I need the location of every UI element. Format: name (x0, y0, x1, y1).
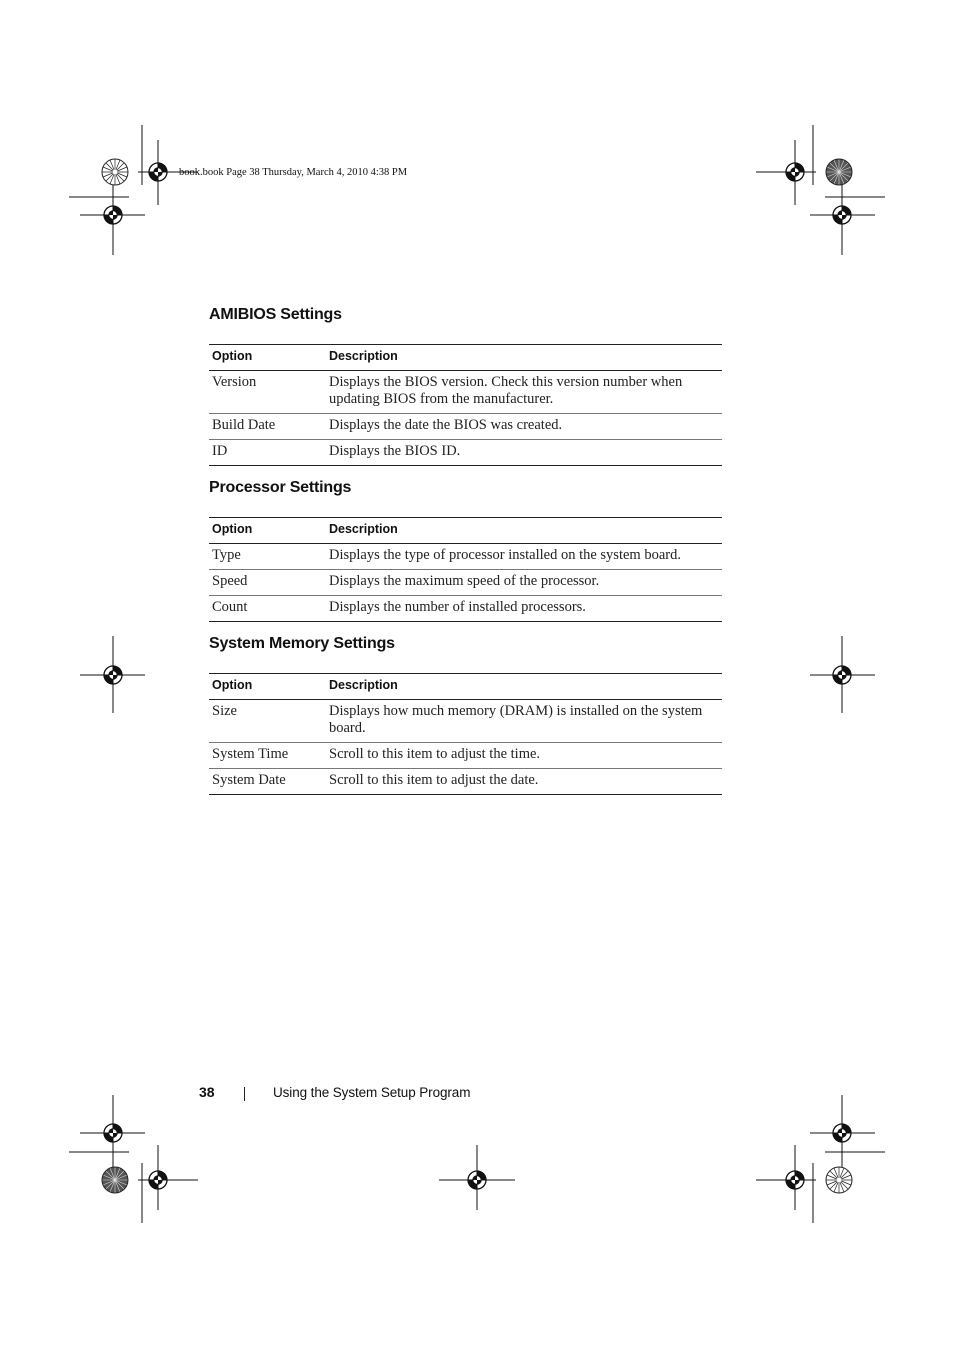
table-row (209, 596, 722, 622)
option-cell: Type (209, 544, 326, 570)
system-memory-settings-table (209, 673, 722, 795)
color-target-icon (102, 1167, 128, 1193)
table-row (209, 414, 722, 440)
description-cell: Displays the maximum speed of the processor. (326, 570, 722, 596)
table-header-row (209, 345, 722, 371)
table-header-row (209, 518, 722, 544)
description-cell: Scroll to this item to adjust the date. (326, 769, 722, 795)
description-cell: Displays the BIOS ID. (326, 440, 722, 466)
section-title-processor: Processor Settings (209, 479, 352, 496)
column-header-description: Description (326, 674, 722, 700)
table-row (209, 544, 722, 570)
table-header-row (209, 674, 722, 700)
registration-mark-icon (149, 1171, 167, 1189)
column-header-option: Option (209, 518, 326, 544)
option-cell: System Date (209, 769, 326, 795)
color-target-icon (102, 159, 128, 185)
option-cell: Size (209, 700, 326, 743)
section-title-amibios: AMIBIOS Settings (209, 306, 342, 323)
registration-mark-icon (104, 1124, 122, 1142)
option-cell: Version (209, 371, 326, 414)
option-cell: Speed (209, 570, 326, 596)
column-header-option: Option (209, 674, 326, 700)
description-cell: Displays how much memory (DRAM) is installed on the system board. (326, 700, 722, 743)
footer-divider (244, 1087, 245, 1101)
registration-mark-icon (149, 163, 167, 181)
description-cell: Displays the type of processor installed on the system board. (326, 544, 722, 570)
registration-mark-icon (104, 206, 122, 224)
section-title-system-memory: System Memory Settings (209, 635, 395, 652)
description-cell: Displays the BIOS version. Check this version number when updating BIOS from the manufacturer. (326, 371, 722, 414)
processor-settings-table (209, 517, 722, 622)
table-row (209, 743, 722, 769)
option-cell: Build Date (209, 414, 326, 440)
description-cell: Scroll to this item to adjust the time. (326, 743, 722, 769)
option-cell: Count (209, 596, 326, 622)
table-row (209, 769, 722, 795)
table-row (209, 440, 722, 466)
option-cell: System Time (209, 743, 326, 769)
print-slug: book.book Page 38 Thursday, March 4, 2010 4:38 PM (179, 167, 408, 178)
description-cell: Displays the date the BIOS was created. (326, 414, 722, 440)
column-header-option: Option (209, 345, 326, 371)
registration-mark-icon (833, 1124, 851, 1142)
table-row (209, 700, 722, 743)
registration-mark-icon (468, 1171, 486, 1189)
chapter-title: Using the System Setup Program (273, 1085, 471, 1100)
registration-mark-icon (104, 666, 122, 684)
table-row (209, 371, 722, 414)
registration-mark-icon (786, 1171, 804, 1189)
table-row (209, 570, 722, 596)
description-cell: Displays the number of installed processors. (326, 596, 722, 622)
registration-mark-icon (833, 206, 851, 224)
page-number: 38 (199, 1084, 215, 1100)
option-cell: ID (209, 440, 326, 466)
color-target-icon (826, 159, 852, 185)
registration-mark-icon (833, 666, 851, 684)
amibios-settings-table (209, 344, 722, 466)
column-header-description: Description (326, 345, 722, 371)
registration-mark-icon (786, 163, 804, 181)
color-target-icon (826, 1167, 852, 1193)
column-header-description: Description (326, 518, 722, 544)
